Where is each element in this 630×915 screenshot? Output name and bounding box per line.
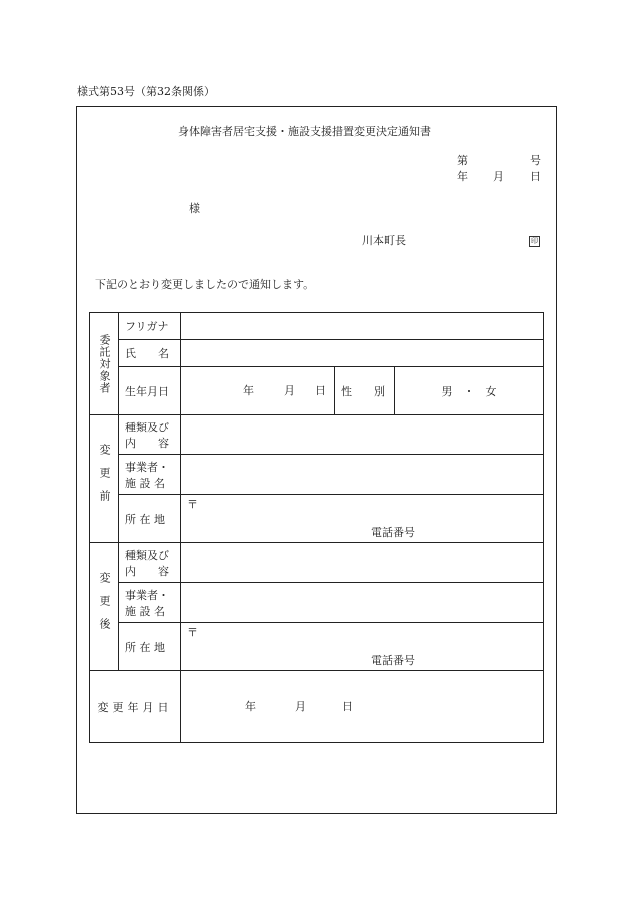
notice-table — [89, 312, 544, 743]
before-type-label: 種類及び 内 容 — [119, 415, 181, 455]
after-provider-label: 事業者・ 施 設 名 — [119, 583, 181, 623]
doc-date-day: 日 — [530, 170, 541, 183]
before-address-field[interactable] — [181, 495, 544, 543]
after-address-label: 所 在 地 — [119, 623, 181, 671]
change-day-unit: 日 — [342, 699, 353, 713]
intro-text: 下記のとおり変更しましたので通知します。 — [95, 278, 315, 291]
after-postal-mark: 〒 — [187, 626, 198, 639]
birth-year-unit: 年 — [243, 383, 254, 397]
sex-options[interactable]: 男 ・ 女 — [395, 367, 544, 415]
after-address-field[interactable] — [181, 623, 544, 671]
birth-day-unit: 日 — [315, 383, 326, 397]
before-type-field[interactable] — [181, 415, 544, 455]
doc-no-suffix: 号 — [530, 154, 541, 167]
addressee-suffix: 様 — [189, 202, 200, 215]
form-number: 様式第53号（第32条関係） — [77, 85, 215, 98]
before-postal-mark: 〒 — [187, 498, 198, 511]
furigana-field[interactable] — [181, 313, 544, 340]
issuer-name: 川本町長 — [362, 234, 406, 247]
after-provider-field[interactable] — [181, 583, 544, 623]
change-month-unit: 月 — [295, 699, 306, 713]
change-date-label: 変更年月日 — [90, 671, 181, 743]
change-date-field[interactable] — [181, 671, 544, 743]
after-type-field[interactable] — [181, 543, 544, 583]
birth-date-field[interactable] — [181, 367, 335, 415]
before-provider-field[interactable] — [181, 455, 544, 495]
doc-no-prefix: 第 — [457, 154, 468, 167]
document-title: 身体障害者居宅支援・施設支援措置変更決定通知書 — [178, 125, 431, 138]
before-phone-label: 電話番号 — [371, 526, 415, 539]
change-year-unit: 年 — [245, 699, 256, 713]
doc-date-year: 年 — [457, 170, 468, 183]
furigana-label: フリガナ — [119, 313, 181, 340]
name-field[interactable] — [181, 340, 544, 367]
before-address-label: 所 在 地 — [119, 495, 181, 543]
name-label: 氏 名 — [119, 340, 181, 367]
before-provider-label: 事業者・ 施 設 名 — [119, 455, 181, 495]
birth-month-unit: 月 — [284, 383, 295, 397]
after-phone-label: 電話番号 — [371, 654, 415, 667]
birth-date-label: 生年月日 — [119, 367, 181, 415]
subject-group-label: 委託対象者 — [90, 313, 119, 415]
seal-mark: 印 — [531, 237, 538, 245]
doc-date-month: 月 — [493, 170, 504, 183]
after-group-label: 変更後 — [90, 543, 119, 671]
sex-label: 性 別 — [335, 367, 395, 415]
after-type-label: 種類及び 内 容 — [119, 543, 181, 583]
before-group-label: 変更前 — [90, 415, 119, 543]
